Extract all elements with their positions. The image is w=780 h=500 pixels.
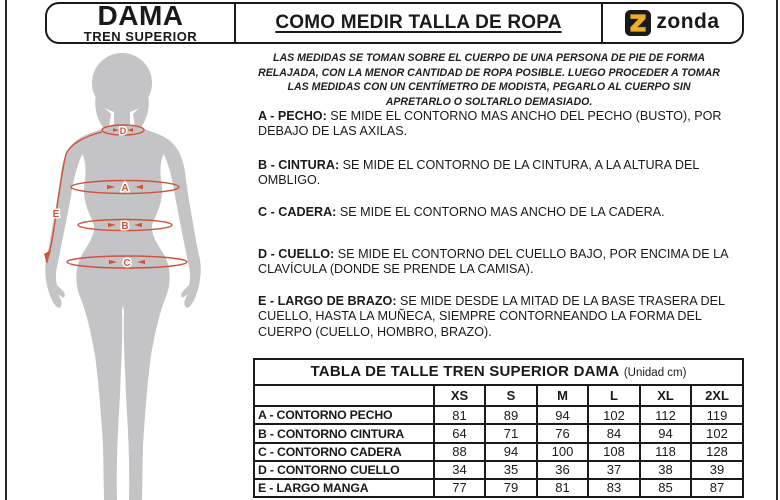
cell-value: 108 [588,443,640,461]
table-row [254,424,743,442]
col-header-s: S [485,385,537,406]
cell-value: 102 [588,406,640,424]
header-title-cell [236,4,603,42]
cell-value: 88 [434,443,485,461]
table-size-header-row [254,385,743,406]
section-largo-brazo-text: SE MIDE DESDE LA MITAD DE LA BASE TRASERA DEL CUELLO, HASTA LA MUÑECA, SIEMPRE CONTORNEANDO LA FORMA DEL CUERPO (CUELLO, HOMBRO, BRAZO). [258,294,725,339]
table-row [254,443,743,461]
cell-value: 89 [485,406,537,424]
cell-value: 38 [640,461,691,479]
label-b: B [121,221,129,232]
cell-value: 83 [588,479,640,497]
label-e: E [52,209,60,220]
row-label: D - CONTORNO CUELLO [254,461,434,479]
cell-value: 79 [485,479,537,497]
section-cadera-text: SE MIDE EL CONTORNO MAS ANCHO DE LA CADERA. [336,205,665,219]
body-silhouette-figure [20,50,240,500]
category-badge [47,0,236,44]
section-cuello-text: SE MIDE EL CONTORNO DEL CUELLO BAJO, POR ENCIMA DE LA CLAVÍCULA (DONDE SE PRENDE LA CAMISA). [258,247,728,277]
cell-value: 94 [640,424,691,442]
table-title-cell [254,359,743,385]
cell-value: 119 [691,406,743,424]
col-header-2xl: 2XL [691,385,743,406]
row-label: C - CONTORNO CADERA [254,443,434,461]
label-d: D [119,126,127,136]
col-header-xl: XL [640,385,691,406]
size-table [253,358,744,498]
cell-value: 112 [640,406,691,424]
page-border-right [776,0,778,500]
cell-value: 85 [640,479,691,497]
cell-value: 84 [588,424,640,442]
section-pecho-label: A - PECHO: [258,109,327,123]
col-header-m: M [537,385,588,406]
header-bar [45,2,744,44]
cell-value: 81 [537,479,588,497]
cell-value: 81 [434,406,485,424]
cell-value: 94 [485,443,537,461]
intro-paragraph: LAS MEDIDAS SE TOMAN SOBRE EL CUERPO DE UNA PERSONA DE PIE DE FORMA RELAJADA, CON LA MENOR CANTIDAD DE ROPA POSIBLE. LUEGO PROCEDER A TOMAR LAS MEDIDAS CON UN CENTÍMETRO DE MODISTA, PEGARLO AL CUERPO SIN APRETARLO O SOLTARLO DEMASIADO. [258,52,720,108]
cell-value: 100 [537,443,588,461]
col-header-l: L [588,385,640,406]
section-cadera [258,205,736,220]
cell-value: 76 [537,424,588,442]
table-row [254,461,743,479]
page-title: COMO MEDIR TALLA DE ROPA [275,12,562,33]
table-row [254,406,743,424]
section-pecho-text: SE MIDE EL CONTORNO MAS ANCHO DEL PECHO (BUSTO), POR DEBAJO DE LAS AXILAS. [258,109,722,139]
col-header-xs: XS [434,385,485,406]
body-shape [45,53,201,500]
section-cuello-label: D - CUELLO: [258,247,335,261]
label-c: C [123,258,131,269]
category-subtitle: TREN SUPERIOR [83,28,198,44]
section-largo-brazo-label: E - LARGO DE BRAZO: [258,294,397,308]
table-title: TABLA DE TALLE TREN SUPERIOR DAMA [310,363,620,381]
cell-value: 35 [485,461,537,479]
female-body-back-illustration [20,50,240,500]
page-border-left [5,0,7,500]
table-row [254,479,743,497]
brand-logo [603,4,742,42]
zonda-z-icon [625,10,651,36]
section-pecho [258,109,736,140]
cell-value: 36 [537,461,588,479]
category-title: DAMA [97,0,184,31]
table-title-row [254,359,743,385]
cell-value: 37 [588,461,640,479]
cell-value: 77 [434,479,485,497]
cell-value: 118 [640,443,691,461]
cell-value: 87 [691,479,743,497]
section-cadera-label: C - CADERA: [258,205,337,219]
row-label: E - LARGO MANGA [254,479,434,497]
cell-value: 39 [691,461,743,479]
section-largo-brazo [258,294,736,340]
row-label: B - CONTORNO CINTURA [254,424,434,442]
table-unit-label: (Unidad cm) [623,367,687,380]
corner-cell [254,385,434,406]
cell-value: 94 [537,406,588,424]
cell-value: 102 [691,424,743,442]
section-cintura-label: B - CINTURA: [258,158,340,172]
label-a: A [121,183,129,194]
cell-value: 128 [691,443,743,461]
row-label: A - CONTORNO PECHO [254,406,434,424]
section-cintura-text: SE MIDE EL CONTORNO DE LA CINTURA, A LA ALTURA DEL OMBLIGO. [258,158,699,188]
cell-value: 34 [434,461,485,479]
section-cintura [258,158,736,189]
brand-name: zonda [656,10,720,33]
section-cuello [258,247,736,278]
cell-value: 71 [485,424,537,442]
cell-value: 64 [434,424,485,442]
